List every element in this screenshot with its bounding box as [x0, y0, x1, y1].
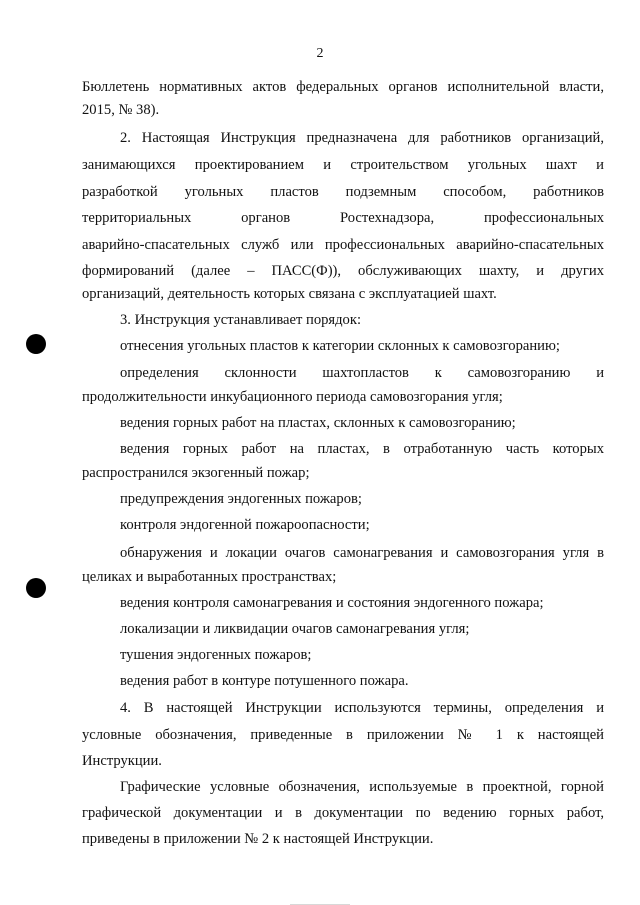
text-line: графической документации и в документации по ведению горных работ,: [82, 805, 604, 821]
text-line: обнаружения и локации очагов самонагревания и самовозгорания угля в: [120, 545, 604, 561]
text-line: занимающихся проектированием и строительством угольных шахт и: [82, 157, 604, 173]
text-line: продолжительности инкубационного периода самовозгорания угля;: [82, 389, 503, 405]
text-line: Графические условные обозначения, используемые в проектной, горной: [120, 779, 604, 795]
text-line: организаций, деятельность которых связана с эксплуатацией шахт.: [82, 286, 497, 302]
text-line: контроля эндогенной пожароопасности;: [120, 517, 370, 533]
text-line: целиках и выработанных пространствах;: [82, 569, 337, 585]
text-line: ведения горных работ на пластах, в отработанную часть которых: [120, 441, 604, 457]
text-line: аварийно-спасательных служб или профессиональных аварийно-спасательных: [82, 237, 604, 253]
page-number: 2: [316, 46, 324, 61]
punch-hole-top: [26, 334, 46, 354]
text-line: условные обозначения, приведенные в приложении № 1 к настоящей: [82, 727, 604, 743]
text-line: 3. Инструкция устанавливает порядок:: [120, 312, 361, 328]
text-line: отнесения угольных пластов к категории склонных к самовозгоранию;: [120, 338, 560, 354]
text-line: Инструкции.: [82, 753, 162, 769]
text-line: локализации и ликвидации очагов самонагревания угля;: [120, 621, 470, 637]
text-line: 2015, № 38).: [82, 102, 160, 118]
text-line: распространился экзогенный пожар;: [82, 465, 310, 481]
text-line: 4. В настоящей Инструкции используются термины, определения и: [120, 700, 604, 716]
text-line: тушения эндогенных пожаров;: [120, 647, 312, 663]
text-line: определения склонности шахтопластов к самовозгоранию и: [120, 365, 604, 381]
text-line: приведены в приложении № 2 к настоящей Инструкции.: [82, 831, 434, 847]
text-line: ведения горных работ на пластах, склонных к самовозгоранию;: [120, 415, 516, 431]
text-line: 2. Настоящая Инструкция предназначена для работников организаций,: [120, 130, 604, 146]
text-line: территориальных органов Ростехнадзора, профессиональных: [82, 210, 604, 226]
text-line: Бюллетень нормативных актов федеральных органов исполнительной власти,: [82, 79, 604, 95]
text-line: разработкой угольных пластов подземным способом, работников: [82, 184, 604, 200]
text-line: формирований (далее – ПАСС(Ф)), обслуживающих шахту, и других: [82, 263, 604, 279]
text-line: предупреждения эндогенных пожаров;: [120, 491, 362, 507]
punch-hole-bottom: [26, 578, 46, 598]
text-line: ведения контроля самонагревания и состояния эндогенного пожара;: [120, 595, 544, 611]
text-line: ведения работ в контуре потушенного пожара.: [120, 673, 409, 689]
